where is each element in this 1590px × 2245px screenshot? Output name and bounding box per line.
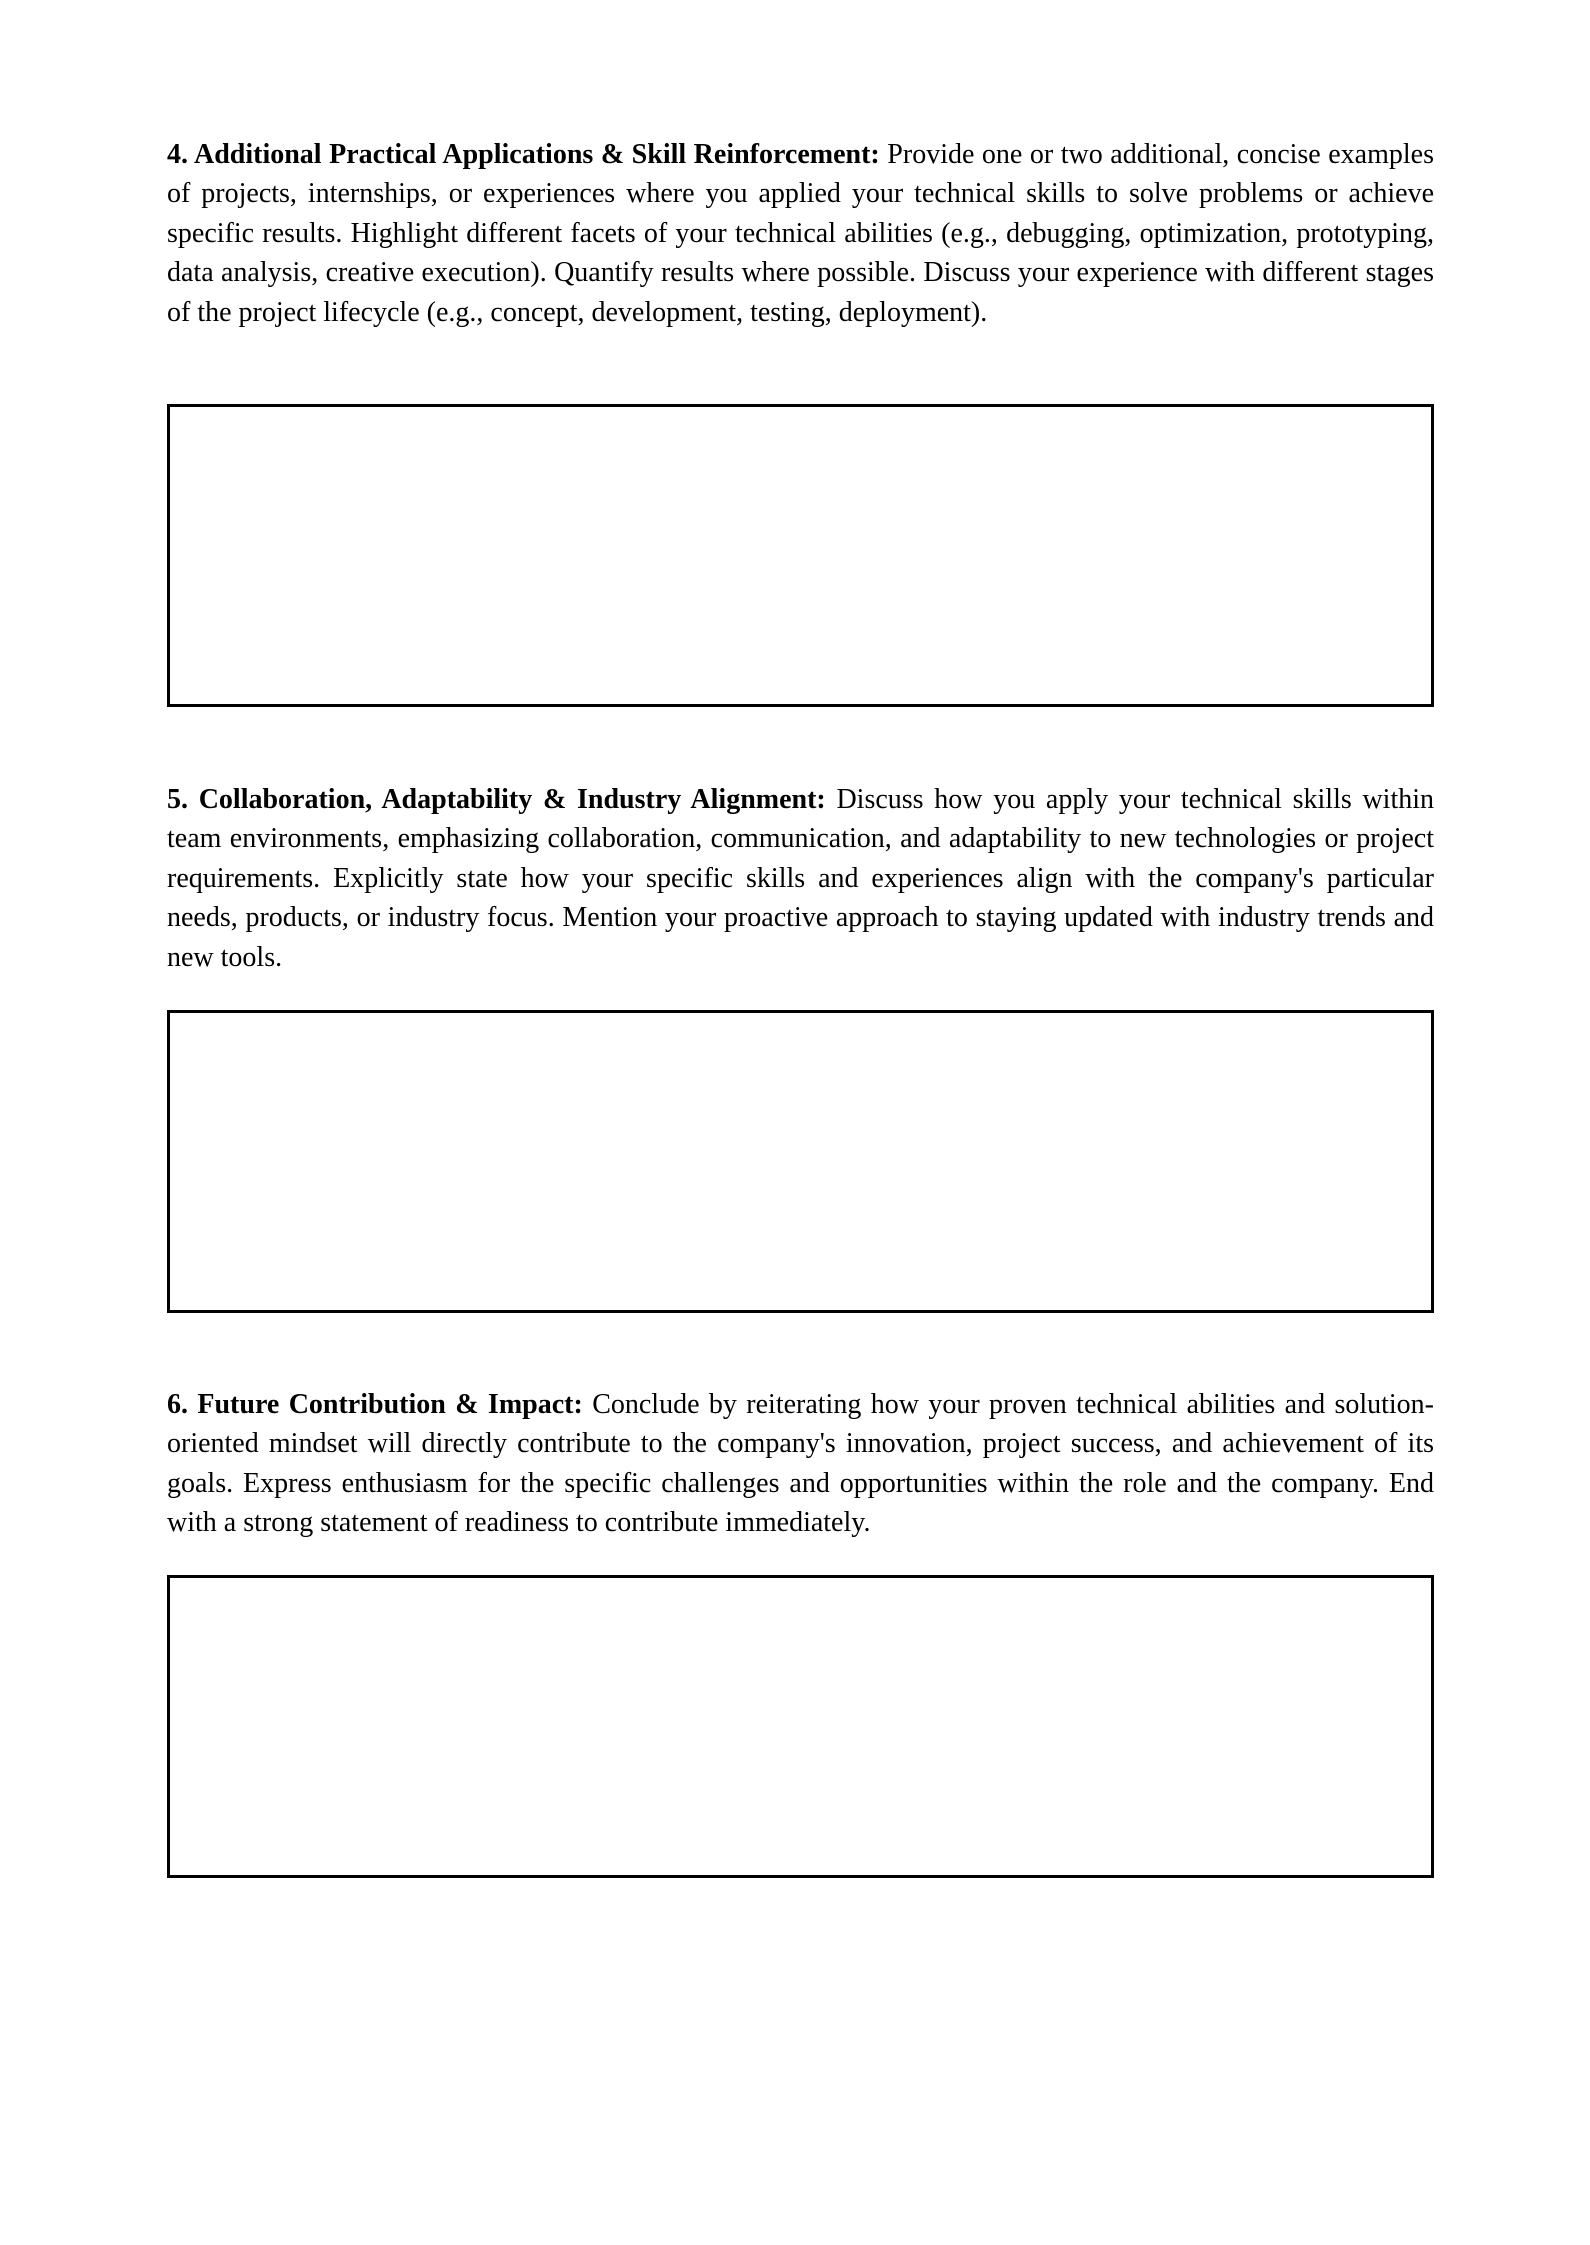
section-future-contribution (167, 1385, 1434, 1543)
section-body: Conclude by reiterating how your proven technical abilities and solution-oriented mindset will directly contribute to the company's innovation, project success, and achievement of its goals. Express enthusiasm for the specific challenges and opportunities within the role and the company. End with a strong statement of readiness to contribute immediately. (167, 1389, 1435, 1539)
section-heading: 4. Additional Practical Applications & Skill Reinforcement: (167, 139, 880, 170)
section-prompt (167, 135, 1434, 332)
answer-box-section-4[interactable] (167, 404, 1434, 707)
section-prompt (167, 1385, 1434, 1543)
section-heading: 5. Collaboration, Adaptability & Industry Alignment: (167, 784, 826, 815)
section-collaboration-adaptability (167, 780, 1434, 977)
section-prompt (167, 780, 1434, 977)
section-additional-practical-applications (167, 135, 1434, 332)
section-body: Provide one or two additional, concise examples of projects, internships, or experiences where you applied your technical skills to solve problems or achieve specific results. Highlight different facets of your technical abilities (e.g., debugging, optimization, prototyping, data analysis, creative execution). Quantify results where possible. Discuss your experience with different stages of the project lifecycle (e.g., concept, development, testing, deployment). (167, 139, 1434, 328)
section-body: Discuss how you apply your technical skills within team environments, emphasizing collaboration, communication, and adaptability to new technologies or project requirements. Explicitly state how your specific skills and experiences align with the company's particular needs, products, or industry focus. Mention your proactive approach to staying updated with industry trends and new tools. (167, 784, 1435, 973)
answer-box-section-5[interactable] (167, 1010, 1434, 1313)
section-heading: 6. Future Contribution & Impact: (167, 1389, 583, 1420)
answer-box-section-6[interactable] (167, 1575, 1434, 1878)
